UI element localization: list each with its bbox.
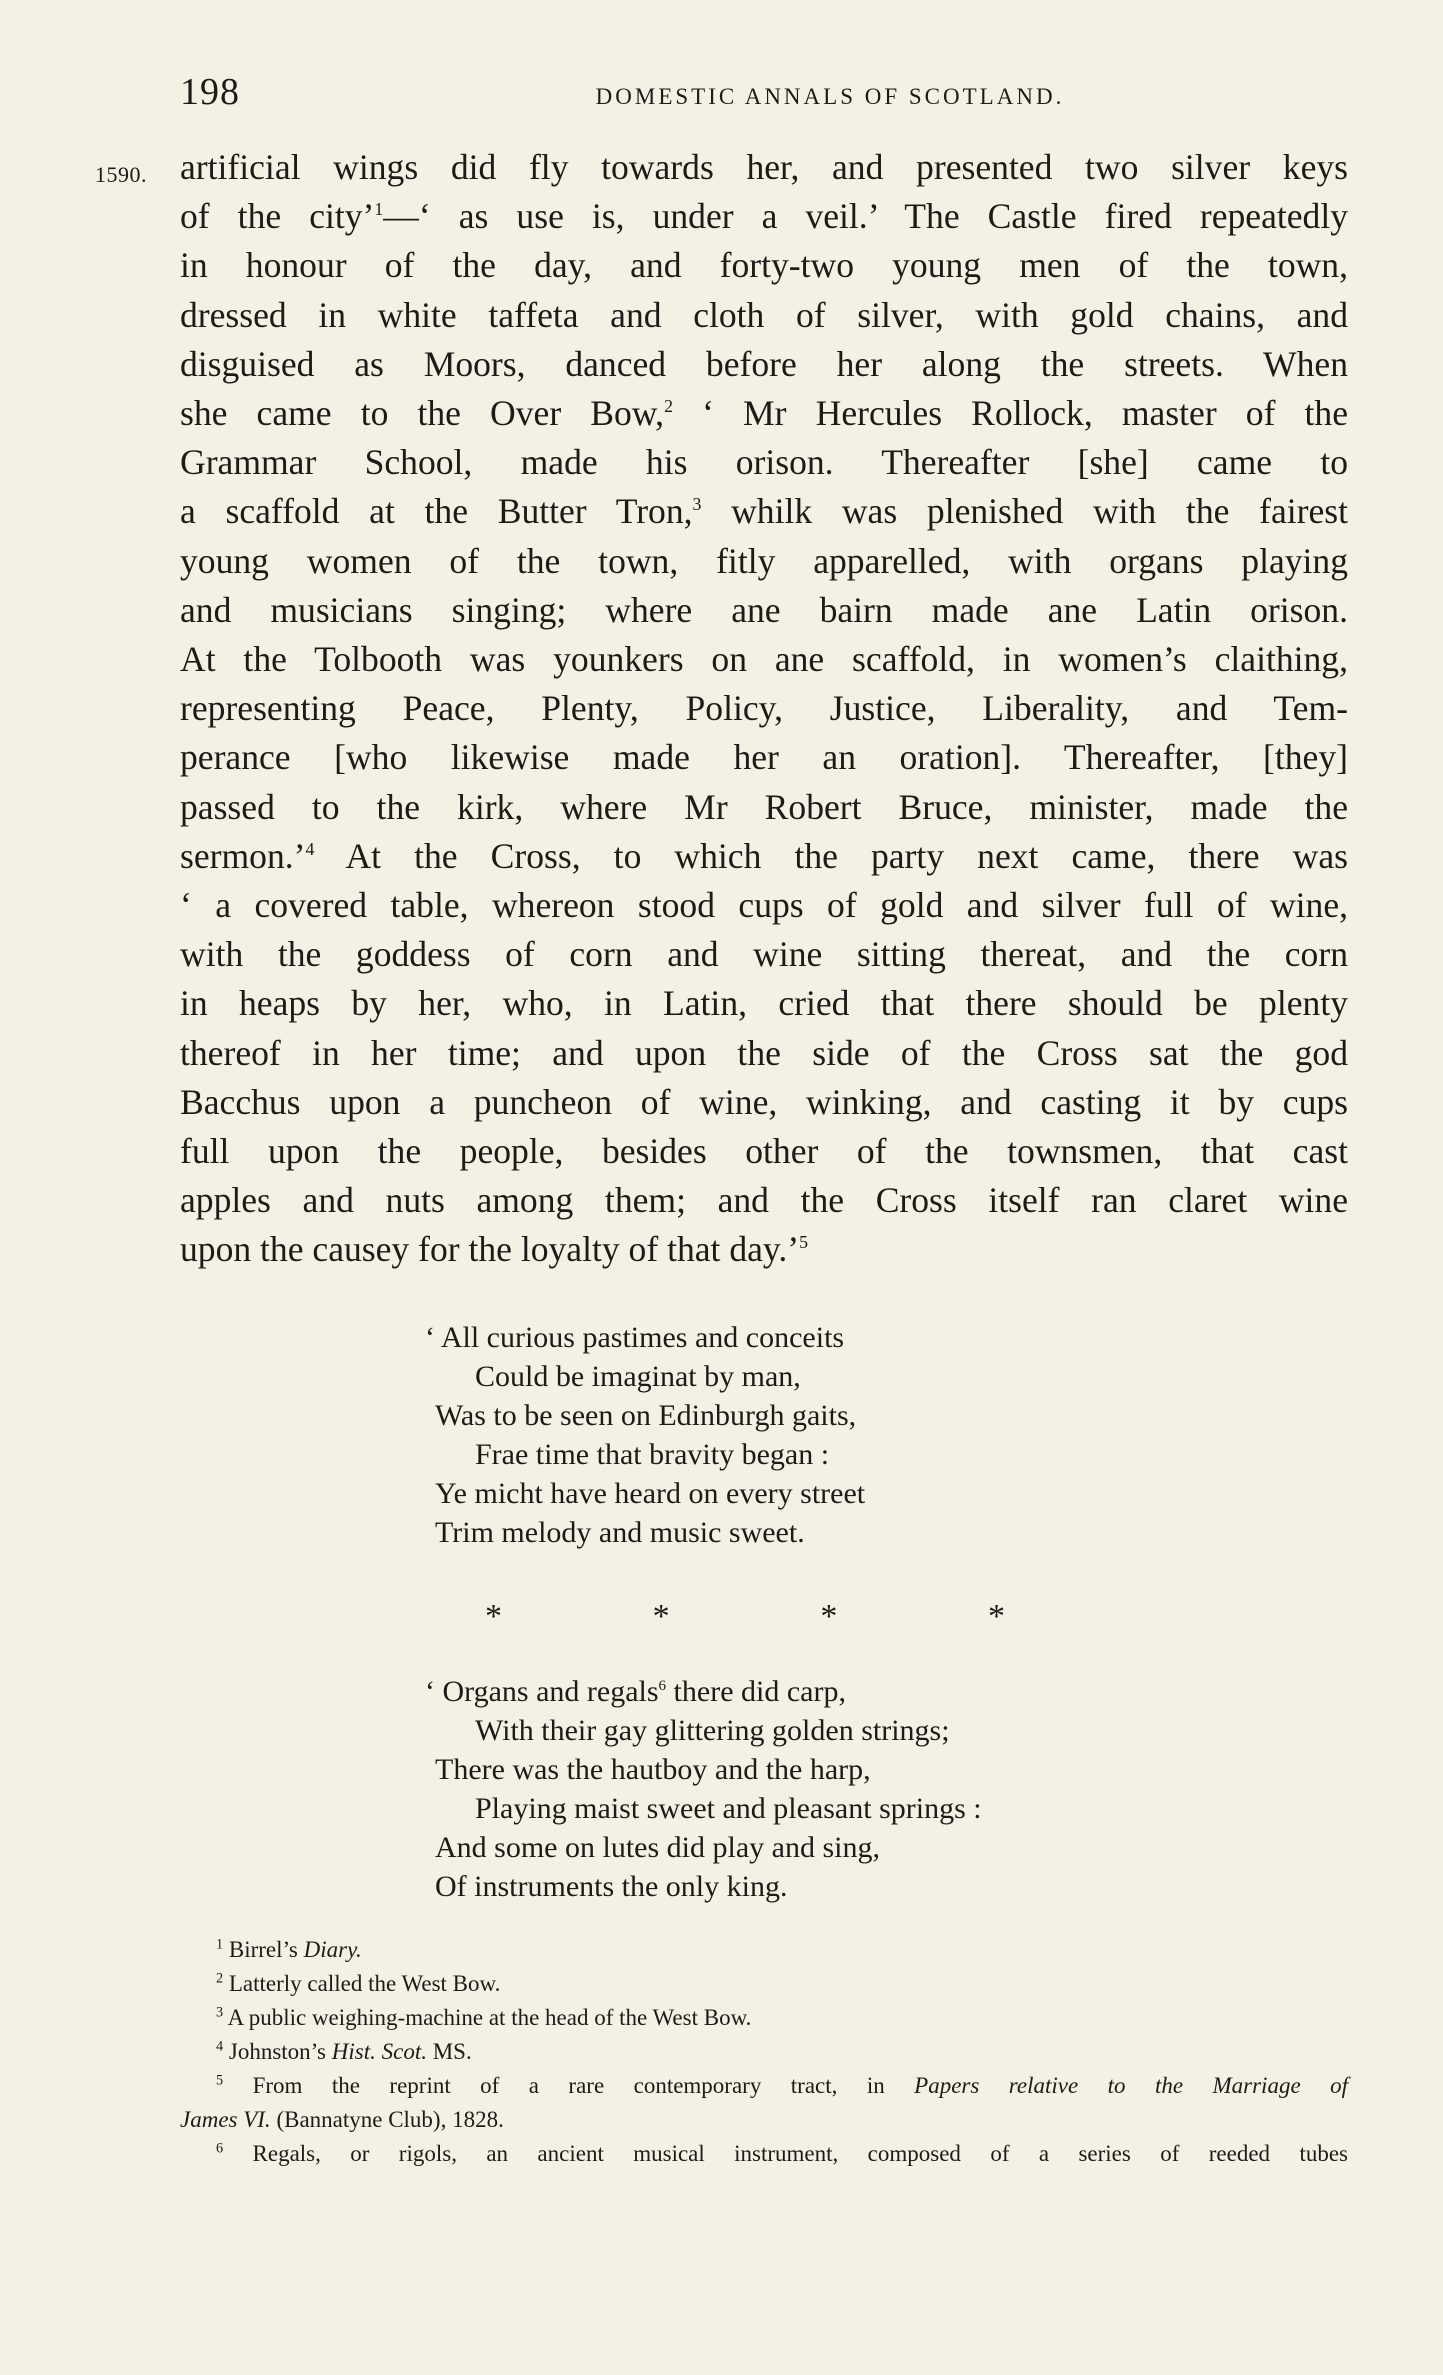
footnote-4: $^4$ Johnston’s Hist. Scot. MS. bbox=[216, 2038, 472, 2064]
text-line: Grammar School, made his orison. Thereafter [she] came to bbox=[180, 442, 1348, 483]
text-line: upon the causey for the loyalty of that day.’$^5$ bbox=[180, 1229, 809, 1270]
text-line: artificial wings did fly towards her, and presented two silver keys bbox=[180, 147, 1348, 187]
footnote-3: $^3$ A public weighing-machine at the head of the West Bow. bbox=[216, 2004, 752, 2030]
asterisk: * bbox=[485, 1598, 502, 1635]
footnote-5-continued: James VI. (Bannatyne Club), 1828. bbox=[180, 2107, 504, 2132]
page-header bbox=[180, 70, 1360, 130]
footnote-ref: 3 bbox=[692, 494, 702, 515]
text-line: dressed in white taffeta and cloth of silver, with gold chains, and bbox=[180, 294, 1348, 335]
main-paragraph bbox=[180, 143, 1348, 1275]
text-line: apples and nuts among them; and the Cross itself ran claret wine bbox=[180, 1180, 1348, 1221]
text-line: At the Tolbooth was younkers on ane scaffold, in women’s claithing, bbox=[180, 639, 1348, 680]
footnote-5: $^5$ From the reprint of a rare contemporary tract, in Papers relative to the Marriage of bbox=[216, 2072, 1348, 2098]
text-line: disguised as Moors, danced before her along the streets. When bbox=[180, 343, 1348, 384]
asterisk: * bbox=[820, 1598, 838, 1635]
margin-year: 1590. bbox=[95, 162, 147, 187]
text-line: ‘ a covered table, whereon stood cups of gold and silver full of wine, bbox=[180, 885, 1348, 926]
verse-line: ‘ All curious pastimes and conceits bbox=[425, 1321, 845, 1354]
verse-line: ‘ Organs and regals$^6$ there did carp, bbox=[425, 1675, 846, 1708]
verse-line: Trim melody and music sweet. bbox=[435, 1516, 805, 1549]
asterisk: * bbox=[987, 1598, 1005, 1635]
text-line: sermon.’$^4$ At the Cross, to which the party next came, there was bbox=[180, 835, 1348, 876]
text-line: in heaps by her, who, in Latin, cried that there should be plenty bbox=[180, 983, 1348, 1024]
footnote-6: $^6$ Regals, or rigols, an ancient musical instrument, composed of a series of reeded tubes bbox=[216, 2140, 1348, 2166]
verse-line: Frae time that bravity began : bbox=[475, 1438, 830, 1471]
asterisk: * bbox=[652, 1598, 670, 1635]
verse-line: Was to be seen on Edinburgh gaits, bbox=[435, 1399, 857, 1432]
verse-line: Could be imaginat by man, bbox=[475, 1360, 801, 1393]
footnote-ref: 2 bbox=[664, 396, 673, 417]
footnote-ref: 1 bbox=[374, 199, 384, 220]
verse-stanza-1 bbox=[425, 1318, 1135, 1552]
verse-line: Ye micht have heard on every street bbox=[435, 1477, 866, 1510]
text-line: with the goddess of corn and wine sitting thereat, and the corn bbox=[180, 934, 1348, 975]
text-line: representing Peace, Plenty, Policy, Justice, Liberality, and Tem- bbox=[180, 688, 1348, 729]
page-number: 198 bbox=[180, 71, 240, 113]
text-line: in honour of the day, and forty-two young men of the town, bbox=[180, 245, 1348, 286]
verse-line: Playing maist sweet and pleasant springs : bbox=[475, 1792, 982, 1825]
verse-stanza-2 bbox=[425, 1672, 1135, 1906]
verse-line: Of instruments the only king. bbox=[435, 1870, 788, 1903]
footnote-1: $^1$ Birrel’s Diary. bbox=[216, 1936, 362, 1962]
footnote-ref: 6 bbox=[658, 1678, 667, 1694]
text-line: full upon the people, besides other of the townsmen, that cast bbox=[180, 1131, 1348, 1172]
footnotes bbox=[180, 1933, 1348, 2171]
text-line: perance [who likewise made her an oration]. Thereafter, [they] bbox=[180, 737, 1348, 778]
text-line: she came to the Over Bow,$^2$ ‘ Mr Hercules Rollock, master of the bbox=[180, 393, 1348, 434]
verse-line: And some on lutes did play and sing, bbox=[435, 1831, 880, 1864]
text-line: and musicians singing; where ane bairn made ane Latin orison. bbox=[180, 589, 1348, 630]
verse-line: With their gay glittering golden strings; bbox=[475, 1714, 950, 1747]
footnote-ref: 4 bbox=[305, 838, 315, 859]
text-line: a scaffold at the Butter Tron,$^3$ whilk was plenished with the fairest bbox=[180, 491, 1348, 532]
footnote-ref: 5 bbox=[799, 1232, 809, 1253]
text-line: Bacchus upon a puncheon of wine, winking, and casting it by cups bbox=[180, 1081, 1348, 1122]
text-line: young women of the town, fitly apparelled, with organs playing bbox=[180, 540, 1348, 581]
running-title: DOMESTIC ANNALS OF SCOTLAND. bbox=[595, 84, 1065, 109]
text-line: passed to the kirk, where Mr Robert Bruce, minister, made the bbox=[180, 786, 1348, 827]
text-line: thereof in her time; and upon the side of the Cross sat the god bbox=[180, 1032, 1348, 1073]
footnote-2: $^2$ Latterly called the West Bow. bbox=[216, 1970, 501, 1996]
verse-line: There was the hautboy and the harp, bbox=[435, 1753, 871, 1786]
text-line: of the city’$^1$—‘ as use is, under a veil.’ The Castle fired repeatedly bbox=[180, 196, 1348, 237]
section-break-asterisks bbox=[485, 1598, 1005, 1636]
